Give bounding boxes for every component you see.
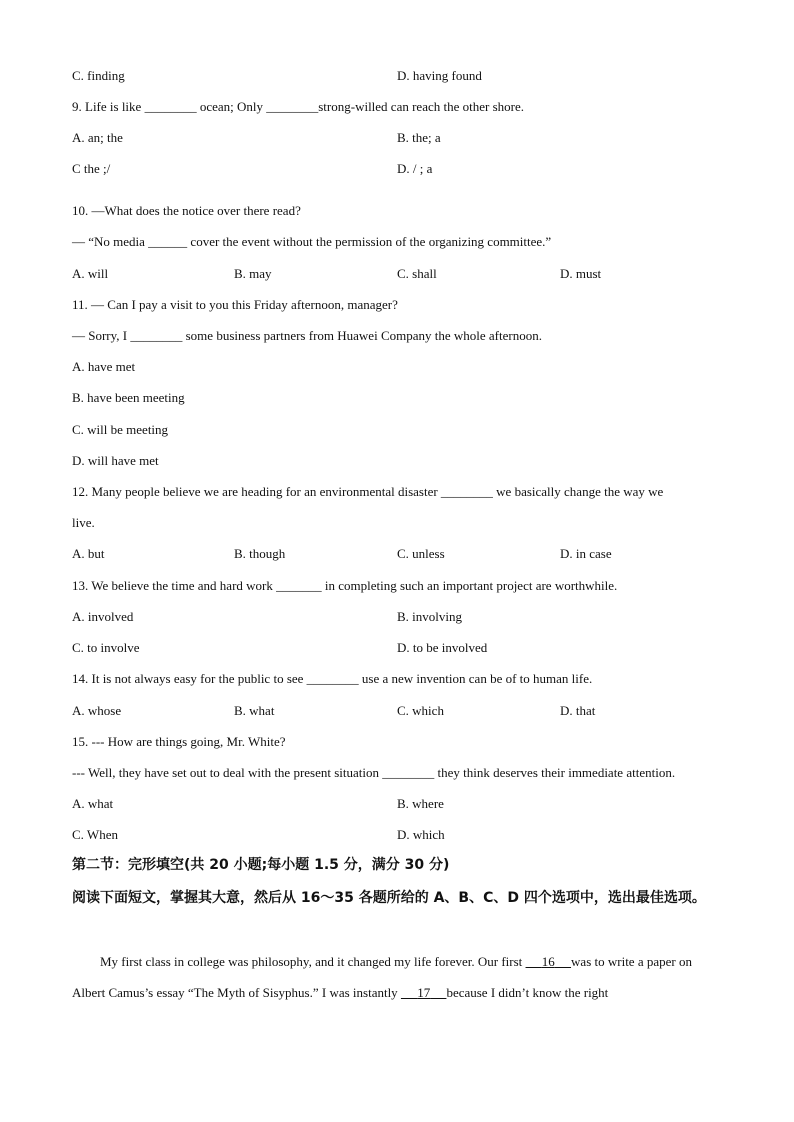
q11-option-d: D. will have met [72,453,159,468]
q14-option-d: D. that [560,703,596,718]
q12-stem: 12. Many people believe we are heading for an environmental disaster ________ we basically change the way we [72,484,664,499]
q13-stem: 13. We believe the time and hard work _______ in completing such an important project are worthwhile. [72,578,618,593]
q12-option-d: D. in case [560,546,612,561]
passage-text-2: was to write a paper on Albert Camus’s essay “The Myth of Sisyphus.” I was instantly [72,954,692,1000]
q10-line2: — “No media ______ cover the event without the permission of the organizing committee.” [72,234,552,249]
q10-option-a: A. will [72,266,109,281]
q14-option-a: A. whose [72,703,122,718]
q15-option-b: B. where [397,796,444,811]
q14-stem: 14. It is not always easy for the public to see ________ use a new invention can be of to human life. [72,671,593,686]
q11-option-b: B. have been meeting [72,390,185,405]
q11-line2: — Sorry, I ________ some business partners from Huawei Company the whole afternoon. [72,328,542,343]
q9-option-a: A. an; the [72,130,123,145]
q15-option-c: C. When [72,827,118,842]
q14-option-c: C. which [397,703,444,718]
q10-option-d: D. must [560,266,602,281]
q11-option-a: A. have met [72,359,136,374]
q8-option-c: C. finding [72,68,125,83]
q15-option-a: A. what [72,796,114,811]
q15-option-d: D. which [397,827,445,842]
blank-16-number: 16 [541,954,555,969]
q9-option-c: C the ;/ [72,161,111,176]
section-instruction: 阅读下面短文，掌握其大意，然后从 16～35 各题所给的 A、B、C、D 四个选项中，选出最佳选项。 [72,890,706,906]
passage-text-1: My first class in college was philosophy, and it changed my life forever. Our first [100,954,523,969]
passage-text-3: because I didn’t know the right [446,985,609,1000]
q13-option-d: D. to be involved [397,640,488,655]
blank-17 [401,985,447,1000]
q10-stem: 10. —What does the notice over there read? [72,203,301,218]
q10-option-c: C. shall [397,266,437,281]
q15-stem: 15. --- How are things going, Mr. White? [72,734,286,749]
q9-stem: 9. Life is like ________ ocean; Only ________strong-willed can reach the other shore. [72,99,524,114]
q9-option-b: B. the; a [397,130,441,145]
q10-option-b: B. may [234,266,272,281]
q9-option-d: D. / ; a [397,161,433,176]
q13-option-c: C. to involve [72,640,140,655]
q12-option-c: C. unless [397,546,445,561]
q11-option-c: C. will be meeting [72,422,169,437]
blank-17-number: 17 [417,985,431,1000]
section-title: 第二节：完形填空(共 20 小题;每小题 1.5 分，满分 30 分) [72,857,450,873]
q8-option-d: D. having found [397,68,482,83]
q11-stem: 11. — Can I pay a visit to you this Friday afternoon, manager? [72,297,398,312]
q14-option-b: B. what [234,703,275,718]
q15-line2: --- Well, they have set out to deal with the present situation ________ they think deserves their immediate attention. [72,765,676,780]
q12-option-b: B. though [234,546,286,561]
blank-16 [526,954,572,969]
q12-option-a: A. but [72,546,105,561]
passage-paragraph [72,946,722,1008]
q13-option-a: A. involved [72,609,134,624]
q13-option-b: B. involving [397,609,463,624]
q12-stem-cont: live. [72,515,95,530]
